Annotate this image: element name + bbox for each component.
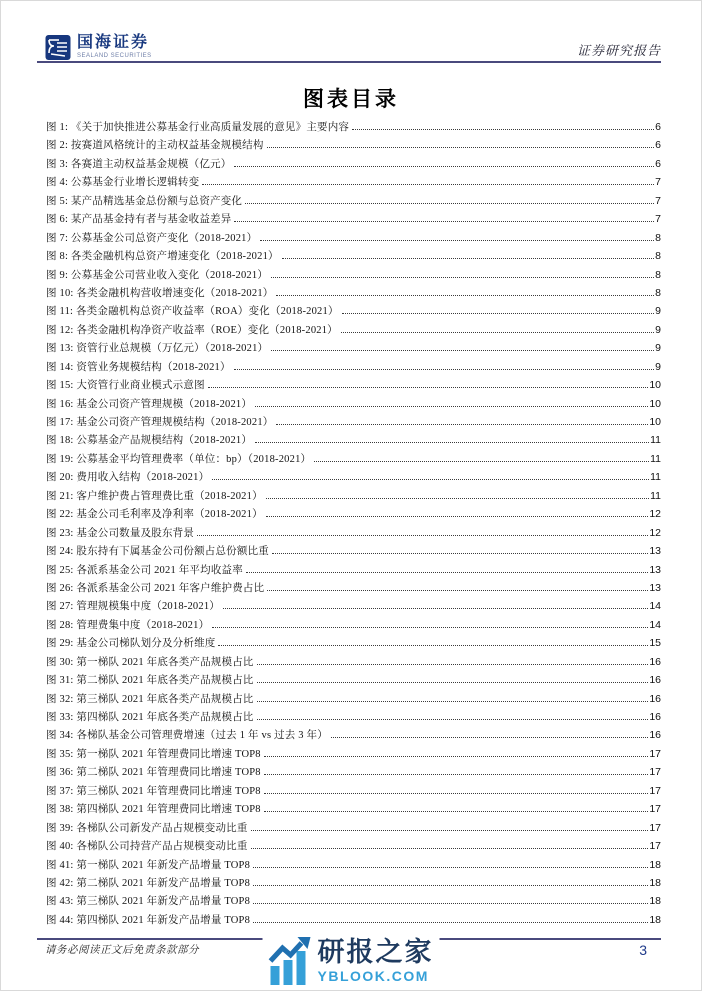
toc-entry-label: 图 4: 公募基金行业增长逻辑转变	[46, 177, 200, 189]
toc-leader-dots	[257, 701, 649, 702]
toc-leader-dots	[314, 461, 649, 462]
toc-entry	[46, 156, 661, 174]
toc-entry	[46, 543, 661, 561]
toc-entry-page: 9	[655, 342, 661, 355]
toc-entry	[46, 285, 661, 303]
toc-entry-page: 6	[655, 157, 661, 170]
toc-entry-label: 图 9: 公募基金公司营业收入变化（2018-2021）	[46, 269, 269, 281]
toc-entry-page: 16	[649, 655, 661, 668]
toc-leader-dots	[253, 922, 648, 923]
toc-entry-label: 图 33: 第四梯队 2021 年底各类产品规模占比	[46, 712, 254, 723]
toc-leader-dots	[282, 258, 654, 259]
toc-entry-label: 图 26: 各派系基金公司 2021 年客户维护费占比	[46, 582, 265, 594]
toc-leader-dots	[264, 793, 649, 794]
toc-entry-label: 图 39: 各梯队公司新发产品占规模变动比重	[46, 822, 248, 834]
toc-entry-page: 8	[655, 231, 661, 244]
toc-entry-label: 图 22: 基金公司毛利率及净利率（2018-2021）	[46, 509, 263, 521]
toc-entry-page: 11	[650, 434, 661, 447]
toc-leader-dots	[251, 848, 649, 849]
toc-entry	[46, 893, 661, 911]
toc-entry	[46, 838, 661, 856]
toc-entry	[46, 377, 661, 395]
toc-leader-dots	[266, 516, 649, 517]
toc-entry	[46, 248, 661, 266]
toc-leader-dots	[272, 553, 648, 554]
toc-entry-label: 图 10: 各类金融机构营收增速变化（2018-2021）	[46, 287, 274, 299]
toc-entry-page: 17	[649, 766, 661, 779]
toc-entry-page: 10	[649, 379, 661, 392]
toc-entry-page: 9	[655, 305, 661, 318]
toc-entry	[46, 801, 661, 819]
toc-leader-dots	[264, 756, 649, 757]
toc-entry-label: 图 5: 某产品精选基金总份额与总资产变化	[46, 195, 243, 207]
toc-entry-label: 图 32: 第三梯队 2021 年底各类产品规模占比	[46, 693, 254, 705]
toc-entry	[46, 340, 661, 358]
toc-entry-label: 图 30: 第一梯队 2021 年底各类产品规模占比	[46, 656, 254, 668]
toc-entry	[46, 193, 661, 211]
toc-leader-dots	[246, 572, 648, 573]
toc-entry-label: 图 31: 第二梯队 2021 年底各类产品规模占比	[46, 675, 254, 687]
toc-entry	[46, 562, 661, 580]
toc-entry	[46, 432, 661, 450]
toc-entry-page: 15	[649, 637, 661, 650]
toc-entry-page: 16	[649, 711, 661, 723]
toc-leader-dots	[342, 313, 655, 314]
toc-entry-page: 13	[649, 581, 661, 594]
toc-leader-dots	[271, 350, 654, 351]
toc-entry-page: 6	[655, 121, 661, 133]
toc-entry-page: 18	[649, 858, 661, 871]
toc-entry-label: 图 20: 费用收入结构（2018-2021）	[46, 472, 210, 484]
toc-entry-label: 图 16: 基金公司资产管理规模（2018-2021）	[46, 398, 253, 410]
toc-entry-page: 11	[650, 452, 661, 465]
toc-leader-dots	[253, 903, 648, 904]
toc-leader-dots	[276, 295, 654, 296]
toc-entry-page: 18	[649, 913, 661, 926]
watermark	[263, 935, 440, 987]
toc-entry-label: 图 35: 第一梯队 2021 年管理费同比增速 TOP8	[46, 748, 261, 760]
toc-leader-dots	[234, 221, 654, 222]
toc-entry	[46, 746, 661, 764]
toc-entry-page: 7	[655, 213, 661, 226]
toc-entry-page: 10	[649, 397, 661, 410]
toc-entry	[46, 820, 661, 838]
toc-entry	[46, 672, 661, 690]
toc-entry-page: 11	[650, 471, 661, 484]
bar-chart-arrow-icon	[269, 937, 311, 985]
footer-disclaimer: 请务必阅读正文后免责条款部分	[45, 945, 199, 956]
toc-leader-dots	[264, 811, 649, 812]
toc-entry-page: 8	[655, 286, 661, 299]
toc-entry-page: 12	[649, 508, 661, 521]
toc-leader-dots	[264, 774, 649, 775]
sealand-seal-icon	[45, 33, 71, 61]
toc-entry-page: 18	[649, 876, 661, 889]
toc-entry	[46, 211, 661, 229]
toc-entry	[46, 580, 661, 598]
toc-entry-page: 8	[655, 268, 661, 281]
toc-entry-label: 图 44: 第四梯队 2021 年新发产品增量 TOP8	[46, 914, 251, 926]
toc-leader-dots	[257, 719, 649, 720]
toc-entry-label: 图 17: 基金公司资产管理规模结构（2018-2021）	[46, 417, 274, 428]
toc-entry-label: 图 37: 第三梯队 2021 年管理费同比增速 TOP8	[46, 785, 261, 797]
toc-entry-label: 图 40: 各梯队公司持营产品占规模变动比重	[46, 841, 248, 853]
toc-entry-label: 图 6: 某产品基金持有者与基金收益差异	[46, 214, 232, 226]
toc-entry-label: 图 29: 基金公司梯队划分及分析维度	[46, 638, 216, 650]
toc-leader-dots	[234, 166, 654, 167]
toc-leader-dots	[197, 535, 648, 536]
toc-entry-label: 图 18: 公募基金产品规模结构（2018-2021）	[46, 435, 253, 447]
toc-entry	[46, 912, 661, 930]
toc-entry-page: 9	[655, 323, 661, 336]
toc-entry-label: 图 14: 资管业务规模结构（2018-2021）	[46, 361, 231, 373]
toc-leader-dots	[266, 498, 649, 499]
toc-entry-page: 16	[649, 692, 661, 705]
toc-entry-page: 12	[649, 526, 661, 539]
toc-entry-label: 图 27: 管理规模集中度（2018-2021）	[46, 601, 220, 613]
toc-entry-page: 17	[649, 747, 661, 760]
toc-entry-label: 图 25: 各派系基金公司 2021 年平均收益率	[46, 564, 243, 576]
toc-entry-page: 17	[649, 821, 661, 834]
toc-entry-label: 图 28: 管理费集中度（2018-2021）	[46, 619, 210, 631]
report-header	[37, 29, 661, 61]
toc-entry-page: 14	[649, 600, 661, 613]
toc-entry	[46, 857, 661, 875]
toc-entry-page: 7	[655, 194, 661, 207]
toc-entry-page: 17	[649, 840, 661, 853]
toc-entry-page: 14	[649, 618, 661, 631]
toc-entry	[46, 119, 661, 137]
toc-entry	[46, 488, 661, 506]
toc-entry-label: 图 15: 大资管行业商业模式示意图	[46, 380, 205, 392]
brand-logo	[45, 33, 152, 61]
report-type-label: 证券研究报告	[576, 43, 661, 58]
brand-name-cn: 国海证券	[77, 34, 150, 51]
toc-entry-page: 10	[649, 416, 661, 428]
toc-entry	[46, 137, 661, 155]
toc-entry	[46, 469, 661, 487]
toc-entry-page: 11	[650, 489, 661, 502]
toc-leader-dots	[223, 608, 648, 609]
toc-entry	[46, 727, 661, 745]
toc-entry-label: 图 42: 第二梯队 2021 年新发产品增量 TOP8	[46, 877, 251, 889]
toc-entry-label: 图 11: 各类金融机构总资产收益率（ROA）变化（2018-2021）	[46, 306, 339, 318]
watermark-name-cn: 研报之家	[317, 937, 434, 967]
toc-entry	[46, 783, 661, 801]
toc-leader-dots	[267, 147, 655, 148]
toc-entry	[46, 303, 661, 321]
header-divider	[37, 61, 661, 63]
toc-entry	[46, 451, 661, 469]
toc-entry	[46, 174, 661, 192]
toc-leader-dots	[208, 387, 649, 388]
toc-entry-page: 18	[649, 895, 661, 908]
toc-entry	[46, 635, 661, 653]
toc-leader-dots	[255, 406, 648, 407]
toc-entry-label: 图 13: 资管行业总规模（万亿元）（2018-2021）	[46, 343, 269, 355]
brand-name-en: SEALAND SECURITIES	[77, 53, 152, 59]
toc-leader-dots	[255, 442, 649, 443]
toc-entry-page: 17	[649, 784, 661, 797]
toc-entry-label: 图 38: 第四梯队 2021 年管理费同比增速 TOP8	[46, 804, 261, 816]
toc-leader-dots	[257, 664, 649, 665]
toc-entry	[46, 691, 661, 709]
toc-entry	[46, 322, 661, 340]
toc-leader-dots	[251, 830, 649, 831]
toc-entry-page: 17	[649, 803, 661, 816]
toc-entry-label: 图 8: 各类金融机构总资产增速变化（2018-2021）	[46, 251, 279, 263]
toc-entry-label: 图 3: 各赛道主动权益基金规模（亿元）	[46, 158, 232, 170]
toc-leader-dots	[341, 332, 654, 333]
toc-leader-dots	[212, 627, 648, 628]
toc-leader-dots	[212, 479, 649, 480]
toc-entry	[46, 230, 661, 248]
toc-leader-dots	[260, 240, 654, 241]
toc-entry-label: 图 2: 按赛道风格统计的主动权益基金规模结构	[46, 140, 264, 152]
toc-entry-label: 图 24: 股东持有下属基金公司份额占总份额比重	[46, 546, 269, 558]
toc-entry	[46, 525, 661, 543]
toc-entry	[46, 764, 661, 782]
toc-leader-dots	[234, 369, 654, 370]
toc-entry-page: 6	[655, 139, 661, 152]
toc-entry-label: 图 41: 第一梯队 2021 年新发产品增量 TOP8	[46, 859, 251, 871]
toc-entry-label: 图 36: 第二梯队 2021 年管理费同比增速 TOP8	[46, 767, 261, 779]
toc-entry-page: 7	[655, 176, 661, 189]
toc-entry-page: 13	[649, 545, 661, 558]
toc-leader-dots	[352, 129, 654, 130]
toc-entry-page: 16	[649, 729, 661, 742]
toc-entry	[46, 617, 661, 635]
toc-entry	[46, 267, 661, 285]
toc-entry-label: 图 1: 《关于加快推进公募基金行业高质量发展的意见》主要内容	[46, 122, 350, 133]
toc-leader-dots	[218, 645, 648, 646]
toc-entry-page: 16	[649, 674, 661, 687]
page-title: 图表目录	[303, 87, 399, 111]
toc-leader-dots	[331, 737, 648, 738]
toc-entry-label: 图 19: 公募基金平均管理费率（单位：bp）（2018-2021）	[46, 453, 312, 465]
toc-entry-page: 8	[655, 250, 661, 263]
toc-entry-label: 图 43: 第三梯队 2021 年新发产品增量 TOP8	[46, 896, 251, 908]
toc-leader-dots	[257, 682, 649, 683]
toc-leader-dots	[267, 590, 648, 591]
toc-entry	[46, 709, 661, 727]
toc-leader-dots	[271, 277, 654, 278]
toc-leader-dots	[253, 885, 648, 886]
toc-entry	[46, 414, 661, 432]
toc-entry-label: 图 23: 基金公司数量及股东背景	[46, 527, 195, 539]
toc-entry-label: 图 21: 客户维护费占管理费比重（2018-2021）	[46, 490, 263, 502]
toc-entry-label: 图 12: 各类金融机构净资产收益率（ROE）变化（2018-2021）	[46, 324, 338, 336]
toc-entry	[46, 506, 661, 524]
toc-list	[46, 119, 661, 930]
toc-leader-dots	[253, 867, 648, 868]
toc-leader-dots	[245, 203, 654, 204]
toc-leader-dots	[276, 424, 648, 425]
toc-entry	[46, 598, 661, 616]
toc-entry-page: 9	[655, 360, 661, 373]
toc-entry	[46, 875, 661, 893]
watermark-name-en: YBLOOK.COM	[317, 968, 429, 984]
toc-entry	[46, 654, 661, 672]
toc-entry-page: 13	[649, 563, 661, 576]
toc-entry	[46, 359, 661, 377]
toc-entry-label: 图 7: 公募基金公司总资产变化（2018-2021）	[46, 232, 258, 244]
toc-entry	[46, 396, 661, 414]
toc-entry-label: 图 34: 各梯队基金公司管理费增速（过去 1 年 vs 过去 3 年）	[46, 730, 328, 742]
page-number: 3	[639, 942, 647, 958]
toc-leader-dots	[202, 184, 654, 185]
